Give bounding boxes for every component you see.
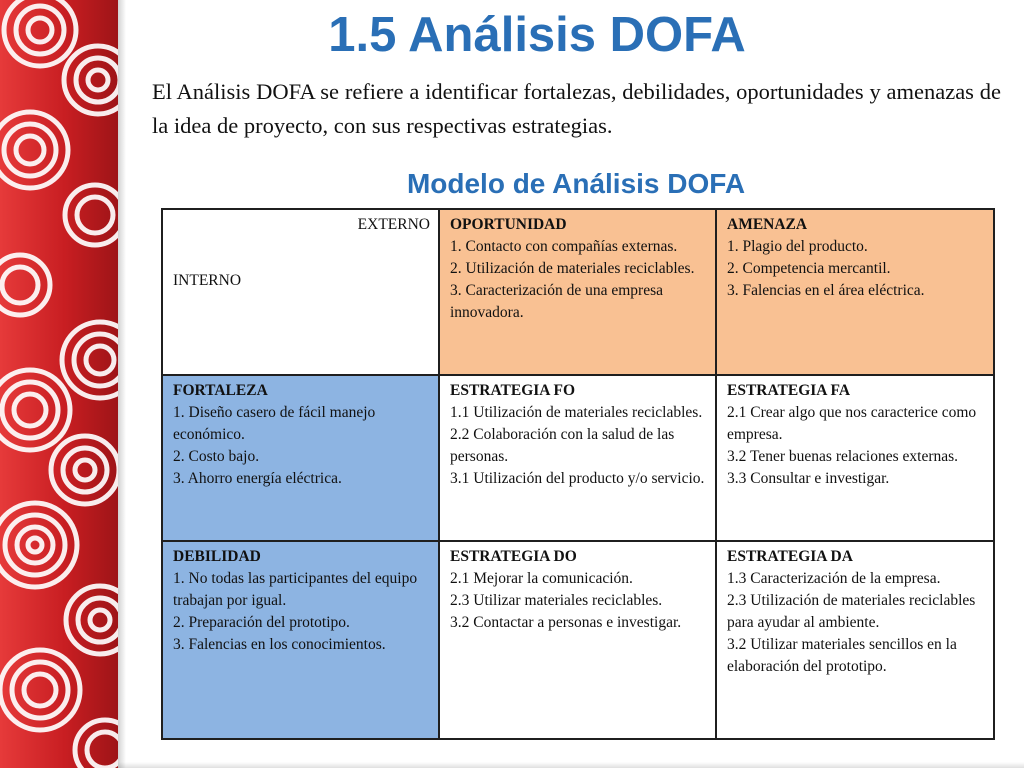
debilidad-cell	[162, 541, 439, 739]
list-item: 1. Plagio del producto.	[727, 238, 868, 255]
list-item: 3.2 Tener buenas relaciones externas.	[727, 448, 959, 465]
list-item: 3. Falencias en los conocimientos.	[173, 636, 386, 653]
list-item: 2. Competencia mercantil.	[727, 260, 891, 277]
estrategia-fo-cell	[439, 375, 716, 541]
list-item: 3. Falencias en el área eléctrica.	[727, 282, 925, 299]
externo-label: EXTERNO	[357, 216, 430, 233]
bottom-shadow	[118, 762, 1024, 768]
table-row	[162, 541, 994, 739]
list-item: 3.2 Utilizar materiales sencillos en la elaboración del prototipo.	[727, 636, 957, 675]
corner-cell	[162, 209, 439, 375]
oportunidad-cell	[439, 209, 716, 375]
list-item: 2.3 Utilización de materiales reciclables para ayudar al ambiente.	[727, 592, 976, 631]
estrategia-fa-cell	[716, 375, 994, 541]
fortaleza-cell	[162, 375, 439, 541]
cell-heading: OPORTUNIDAD	[450, 216, 567, 233]
list-item: 2. Preparación del prototipo.	[173, 614, 350, 631]
page-title: 1.5 Análisis DOFA	[328, 8, 746, 62]
list-item: 1.3 Caracterización de la empresa.	[727, 570, 941, 587]
dofa-table	[161, 208, 995, 740]
list-item: 3. Caracterización de una empresa innovadora.	[450, 282, 664, 321]
list-item: 3. Ahorro energía eléctrica.	[173, 470, 342, 487]
table-row	[162, 375, 994, 541]
sidebar-shadow	[118, 0, 126, 768]
list-item: 2.3 Utilizar materiales reciclables.	[450, 592, 663, 609]
cell-heading: DEBILIDAD	[173, 548, 261, 565]
table-row	[162, 209, 994, 375]
list-item: 1.1 Utilización de materiales reciclables.	[450, 404, 703, 421]
list-item: 3.2 Contactar a personas e investigar.	[450, 614, 682, 631]
list-item: 2.1 Mejorar la comunicación.	[450, 570, 633, 587]
amenaza-cell	[716, 209, 994, 375]
cell-heading: ESTRATEGIA DA	[727, 548, 853, 565]
cell-heading: FORTALEZA	[173, 382, 268, 399]
cell-heading: ESTRATEGIA DO	[450, 548, 577, 565]
cell-heading: AMENAZA	[727, 216, 808, 233]
list-item: 3.1 Utilización del producto y/o servicio.	[450, 470, 705, 487]
list-item: 2.2 Colaboración con la salud de las personas.	[450, 426, 675, 465]
list-item: 2. Utilización de materiales reciclables.	[450, 260, 695, 277]
table-subtitle: Modelo de Análisis DOFA	[406, 168, 746, 199]
list-item: 2. Costo bajo.	[173, 448, 260, 465]
decorative-sidebar	[0, 0, 118, 768]
cell-heading: ESTRATEGIA FO	[450, 382, 576, 399]
list-item: 3.3 Consultar e investigar.	[727, 470, 890, 487]
list-item: 1. Diseño casero de fácil manejo económico.	[173, 404, 376, 443]
list-item: 1. No todas las participantes del equipo trabajan por igual.	[173, 570, 418, 609]
list-item: 2.1 Crear algo que nos caracterice como empresa.	[727, 404, 977, 443]
spiral-pattern-icon	[0, 0, 118, 768]
estrategia-da-cell	[716, 541, 994, 739]
estrategia-do-cell	[439, 541, 716, 739]
intro-paragraph: El Análisis DOFA se refiere a identificar fortalezas, debilidades, oportunidades y amenazas de la idea de proyecto, con sus respectivas estrategias.	[152, 79, 1001, 138]
cell-heading: ESTRATEGIA FA	[727, 382, 851, 399]
interno-label: INTERNO	[173, 272, 242, 289]
list-item: 1. Contacto con compañías externas.	[450, 238, 678, 255]
